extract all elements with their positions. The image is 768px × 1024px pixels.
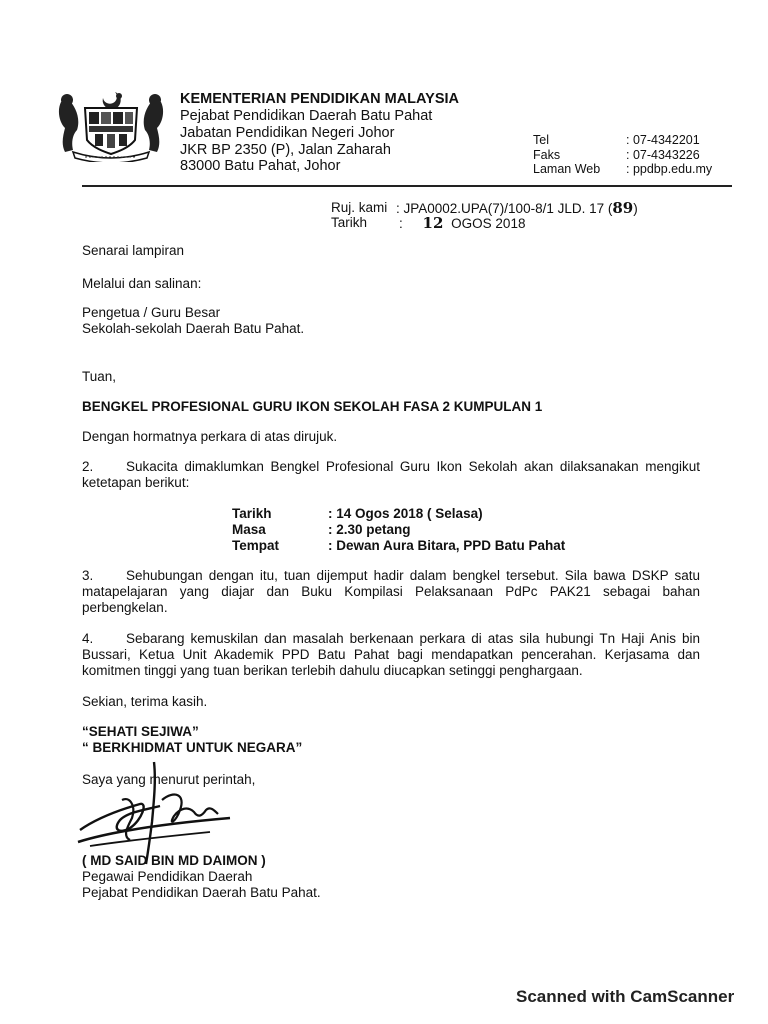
tarikh-value: [399, 215, 525, 232]
contact-tel-label: Tel: [533, 133, 549, 147]
paragraph-3-number: 3.: [82, 568, 94, 583]
senarai-lampiran: Senarai lampiran: [82, 243, 185, 258]
paragraph-4-text: Sebarang kemuskilan dan masalah berkenaan perkara di atas sila hubungi Tn Haji Anis bin Bussari, Ketua Unit Akademik PPD Batu Pahat bagi mendapatkan pencerahan. Kerjasama dan komitmen tinggi yang tuan berikan terlebih dahulu diucapkan setinggi penghargaan.: [82, 631, 700, 678]
paragraph-4: [82, 631, 700, 679]
paragraph-4-number: 4.: [82, 631, 94, 646]
contact-fax-value: : 07-4343226: [626, 148, 700, 162]
paragraph-3: [82, 568, 700, 616]
saya-menurut-perintah: Saya yang menurut perintah,: [82, 772, 256, 787]
contact-tel-value: : 07-4342201: [626, 133, 700, 147]
motto-line-2: “ BERKHIDMAT UNTUK NEGARA”: [82, 740, 303, 755]
ruj-value-text: : JPA0002.UPA(7)/100-8/1 JLD. 17 (: [396, 201, 613, 216]
contact-web-value: : ppdbp.edu.my: [626, 162, 713, 176]
address-line-1: Pejabat Pendidikan Daerah Batu Pahat: [180, 108, 433, 124]
detail-tempat-label: Tempat: [232, 538, 280, 553]
melalui-salinan: Melalui dan salinan:: [82, 276, 202, 291]
scanner-watermark: Scanned with CamScanner: [516, 987, 735, 1006]
detail-tempat-value: : Dewan Aura Bitara, PPD Batu Pahat: [328, 538, 566, 553]
paragraph-2-number: 2.: [82, 459, 94, 474]
paragraph-1: Dengan hormatnya perkara di atas dirujuk.: [82, 429, 338, 444]
coat-of-arms-emblem: [55, 88, 167, 162]
contact-web-label: Laman Web: [533, 162, 601, 176]
recipient-line-2: Sekolah-sekolah Daerah Batu Pahat.: [82, 321, 305, 336]
tarikh-month-year: OGOS 2018: [451, 216, 526, 231]
closing-line: Sekian, terima kasih.: [82, 694, 208, 709]
letter-subject: BENGKEL PROFESIONAL GURU IKON SEKOLAH FASA 2 KUMPULAN 1: [82, 399, 543, 414]
header-divider: [82, 185, 732, 187]
detail-masa-value: : 2.30 petang: [328, 522, 411, 537]
paragraph-3-text: Sehubungan dengan itu, tuan dijemput hadir dalam bengkel tersebut. Sila bawa DSKP satu matapelajaran yang diajar dan Buku Kompilasi Pelaksanaan PdPc PAK21 sebagai bahan perbengkelan.: [82, 568, 700, 615]
signatory-title: Pegawai Pendidikan Daerah: [82, 869, 253, 884]
detail-masa-label: Masa: [232, 522, 266, 537]
recipient-line-1: Pengetua / Guru Besar: [82, 305, 221, 320]
address-line-4: 83000 Batu Pahat, Johor: [180, 158, 341, 174]
address-line-2: Jabatan Pendidikan Negeri Johor: [180, 125, 395, 141]
ruj-label: Ruj. kami: [331, 200, 388, 215]
ruj-close: ): [633, 201, 638, 216]
salutation: Tuan,: [82, 369, 117, 384]
ruj-handwritten-number: 89: [612, 199, 634, 217]
tarikh-colon: :: [399, 216, 403, 231]
address-line-3: JKR BP 2350 (P), Jalan Zaharah: [180, 142, 391, 158]
signatory-office: Pejabat Pendidikan Daerah Batu Pahat.: [82, 885, 321, 900]
tarikh-label: Tarikh: [331, 215, 368, 230]
paragraph-2: [82, 459, 700, 491]
signatory-name: ( MD SAID BIN MD DAIMON ): [82, 853, 266, 868]
paragraph-2-text: Sukacita dimaklumkan Bengkel Profesional Guru Ikon Sekolah akan dilaksanakan mengikut ketetapan berikut:: [82, 459, 700, 490]
detail-tarikh-label: Tarikh: [232, 506, 272, 521]
detail-tarikh-value: : 14 Ogos 2018 ( Selasa): [328, 506, 483, 521]
tarikh-handwritten-day: 12: [422, 214, 444, 232]
ministry-title: KEMENTERIAN PENDIDIKAN MALAYSIA: [180, 91, 460, 107]
contact-fax-label: Faks: [533, 148, 561, 162]
motto-line-1: “SEHATI SEJIWA”: [82, 724, 199, 739]
